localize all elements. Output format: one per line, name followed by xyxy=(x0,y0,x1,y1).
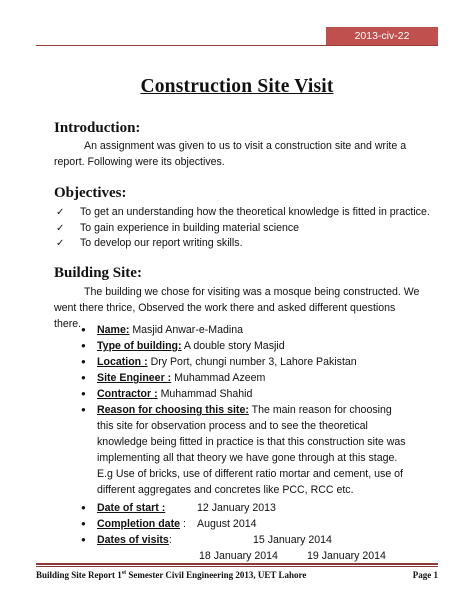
bullet-icon: ● xyxy=(81,405,86,414)
objective-text: To gain experience in building material science xyxy=(80,221,300,234)
header-rule xyxy=(36,45,438,46)
bullet-icon: ● xyxy=(81,341,86,350)
detail-value: August 2014 xyxy=(197,518,257,530)
header-badge xyxy=(326,27,438,45)
detail-value: 12 January 2013 xyxy=(197,502,276,514)
objective-text: To get an understanding how the theoretical knowledge is fitted in practice. xyxy=(80,206,430,218)
checkmark-icon: ✓ xyxy=(56,238,65,249)
objective-item xyxy=(54,221,430,237)
bullet-icon: ● xyxy=(81,519,86,528)
footer-superscript: st xyxy=(121,570,127,576)
bullet-icon: ● xyxy=(81,389,86,398)
introduction-heading xyxy=(54,120,140,137)
bullet-icon: ● xyxy=(81,373,86,382)
detail-item xyxy=(81,338,411,354)
objective-item xyxy=(54,205,430,221)
footer-rule-thin xyxy=(36,566,438,567)
detail-label: Date of start : xyxy=(97,502,166,514)
detail-item xyxy=(81,532,411,548)
detail-item xyxy=(81,354,411,370)
objective-item xyxy=(54,236,430,252)
bullet-icon: ● xyxy=(81,535,86,544)
detail-item xyxy=(81,500,411,516)
building-site-heading: Building Site: xyxy=(54,265,142,281)
footer-rule xyxy=(36,563,438,565)
detail-label: Dates of visits xyxy=(97,534,169,546)
detail-label: Completion date xyxy=(97,518,180,530)
detail-value: Masjid Anwar-e-Madina xyxy=(129,324,244,336)
detail-item xyxy=(81,370,411,386)
detail-value: The main reason for choosing this site for observation process and to see the theoretical knowledge being fitted in practice is that this construction site was implementing all that theory we have gone through at this stage. E.g Use of bricks, use of different ratio mortar and cement, use of different aggregates and concretes like PCC, RCC etc. xyxy=(97,404,406,496)
objective-text: To develop our report writing skills. xyxy=(80,237,243,249)
footer-left-text xyxy=(36,570,306,580)
detail-label: Contractor : xyxy=(97,388,158,400)
objectives-list xyxy=(54,205,430,252)
objectives-heading: Objectives: xyxy=(54,185,127,201)
header-badge-text: 2013-civ-22 xyxy=(354,30,410,42)
footer-page-number: Page 1 xyxy=(412,570,438,580)
detail-value: Muhammad Azeem xyxy=(171,372,266,384)
detail-label-suffix: : xyxy=(168,534,172,546)
detail-label: Site Engineer : xyxy=(97,372,172,384)
bullet-icon: ● xyxy=(81,357,86,366)
detail-label: Type of building: xyxy=(97,340,182,352)
detail-item xyxy=(81,386,411,402)
detail-label: Location : xyxy=(97,356,148,368)
detail-item xyxy=(81,516,411,532)
detail-value: Dry Port, chungi number 3, Lahore Pakistan xyxy=(147,356,357,368)
checkmark-icon: ✓ xyxy=(56,222,65,234)
bullet-icon: ● xyxy=(81,503,86,512)
visit-date: 19 January 2014 xyxy=(307,550,386,562)
detail-value: 15 January 2014 xyxy=(253,534,332,546)
detail-value: A double story Masjid xyxy=(181,340,285,352)
detail-item xyxy=(81,402,411,498)
introduction-heading-colon: : xyxy=(135,120,141,136)
visit-date: 18 January 2014 xyxy=(199,550,278,562)
detail-label-suffix: : xyxy=(180,518,186,530)
footer-left-part: Building Site Report 1 xyxy=(36,570,122,580)
footer-left-part: Semester Civil Engineering 2013, UET Lahore xyxy=(126,570,307,580)
bullet-icon: ● xyxy=(81,325,86,334)
detail-item-continuation xyxy=(81,548,411,564)
introduction-heading-text: Introduction xyxy=(54,120,136,136)
detail-item xyxy=(81,322,411,338)
detail-value: Muhammad Shahid xyxy=(157,388,253,400)
detail-label: Reason for choosing this site: xyxy=(97,404,249,416)
detail-label: Name: xyxy=(97,324,130,336)
site-details-list xyxy=(81,322,411,564)
introduction-text: An assignment was given to us to visit a construction site and write a report. Following were its objectives. xyxy=(54,140,407,168)
checkmark-icon: ✓ xyxy=(56,207,65,218)
building-site-text: The building we chose for visiting was a mosque being constructed. We went there thrice, Observed the work there and asked different questions there. xyxy=(54,286,420,330)
page-title: Construction Site Visit xyxy=(140,76,334,97)
